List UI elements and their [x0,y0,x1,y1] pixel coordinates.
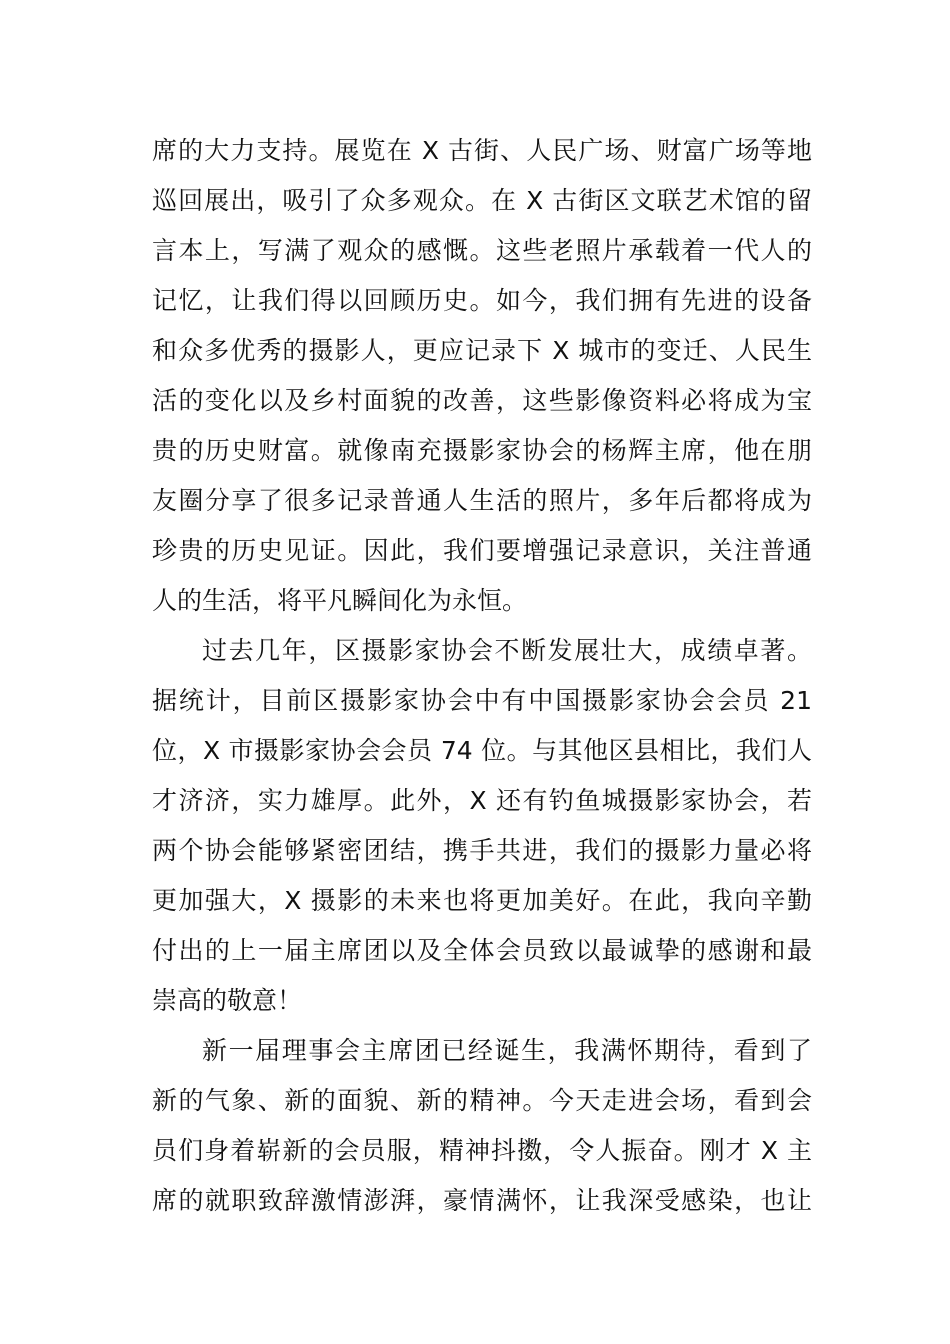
text-line: 才济济，实力雄厚。此外，X 还有钓鱼城摄影家协会，若 [152,786,812,815]
paragraph-2 [152,626,812,1026]
text-line: 言本上，写满了观众的感慨。这些老照片承载着一代人的 [152,236,812,265]
text-line: 更加强大，X 摄影的未来也将更加美好。在此，我向辛勤 [152,886,812,915]
text-line: 付出的上一届主席团以及全体会员致以最诚挚的感谢和最 [152,936,812,965]
text-line: 活的变化以及乡村面貌的改善，这些影像资料必将成为宝 [152,386,812,415]
text-line: 席的大力支持。展览在 X 古街、人民广场、财富广场等地 [152,136,812,165]
text-line: 席的就职致辞激情澎湃，豪情满怀，让我深受感染，也让 [152,1186,812,1215]
text-line: 记忆，让我们得以回顾历史。如今，我们拥有先进的设备 [152,286,812,315]
text-line: 友圈分享了很多记录普通人生活的照片，多年后都将成为 [152,486,812,515]
text-line: 新一届理事会主席团已经诞生，我满怀期待，看到了 [202,1036,812,1065]
text-line: 崇高的敬意！ [152,986,303,1015]
text-line: 人的生活，将平凡瞬间化为永恒。 [152,586,528,615]
text-line: 位，X 市摄影家协会会员 74 位。与其他区县相比，我们人 [152,736,812,765]
body-text [152,126,812,1226]
text-line: 珍贵的历史见证。因此，我们要增强记录意识，关注普通 [152,536,812,565]
text-line: 过去几年，区摄影家协会不断发展壮大，成绩卓著。 [202,636,812,665]
text-line: 新的气象、新的面貌、新的精神。今天走进会场，看到会 [152,1086,812,1115]
text-line: 两个协会能够紧密团结，携手共进，我们的摄影力量必将 [152,836,812,865]
paragraph-3 [152,1026,812,1226]
paragraph-1 [152,126,812,626]
text-line: 和众多优秀的摄影人，更应记录下 X 城市的变迁、人民生 [152,336,812,365]
text-line: 巡回展出，吸引了众多观众。在 X 古街区文联艺术馆的留 [152,186,812,215]
text-line: 据统计，目前区摄影家协会中有中国摄影家协会会员 21 [152,686,812,715]
text-line: 员们身着崭新的会员服，精神抖擞，令人振奋。刚才 X 主 [152,1136,812,1165]
text-line: 贵的历史财富。就像南充摄影家协会的杨辉主席，他在朋 [152,436,812,465]
